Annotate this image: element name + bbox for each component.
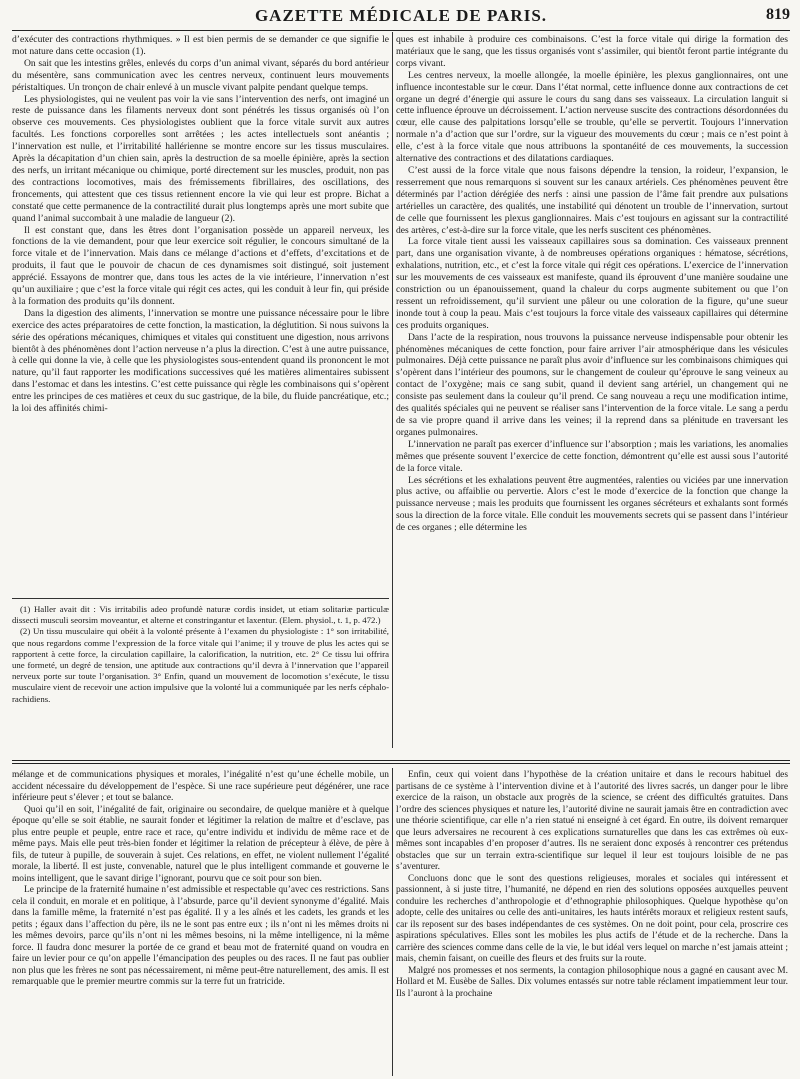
paragraph: d’exécuter des contractions rhythmiques. » Il est bien permis de se demander ce que signifie le mot nature dans cette occasion (1). bbox=[12, 34, 389, 57]
section-rule bbox=[12, 763, 790, 764]
paragraph: C’est aussi de la force vitale que nous faisons dépendre la tension, la roideur, l’expansion, le resserrement que nous remarquons si souvent sur les canaux artériels. Ces phénomènes peuvent être déterminés par l’action dérégiée des nerfs : ainsi une passion de l’âme fait prendre aux pulsations artérielles un caractère, des qualités, une instabilité qui dénotent un trouble de l’innervation, surtout de celle que fournissent les plexus ganglionnaires. Mais c’est toujours en agissant sur la contractilité des artères, c’est-à-dire sur la force vitale, que les nerfs suscitent ces phénomènes. bbox=[396, 164, 788, 236]
column-divider bbox=[392, 768, 393, 1076]
paragraph: Il est constant que, dans les êtres dont l’organisation possède un appareil nerveux, les fonctions de la vie demandent, pour que leur exercice soit régulier, le concours simultané de la force vitale et de l’innervation. Mais dans ce mélange d’actions et d’effets, d’excitations et de produits, il faut que le pouvoir de chacun de ces dynamismes soit distingué, soit justement apprécié. Essayons de montrer que, dans tous les actes de la vie intérieure, l’innervation n’est qu’un auxiliaire ; que c’est la force vitale qui régit ces actes, qui les conduit à leur fin, qui préside à la formation des produits qu’ils donnent. bbox=[12, 224, 389, 307]
header-rule bbox=[12, 30, 790, 31]
footnotes bbox=[12, 604, 389, 750]
paragraph: On sait que les intestins grêles, enlevés du corps d’un animal vivant, séparés du bord antérieur du mésentère, sans communication avec les centres nerveux, continuent leurs mouvements péristaltiques. Un tronçon de chair enlevé à un muscle vivant palpite pendant quelque temps. bbox=[12, 57, 389, 93]
lower-right-column bbox=[396, 770, 788, 1076]
paragraph: Les physiologistes, qui ne veulent pas voir la vie sans l’intervention des nerfs, ont imaginé un reste de puissance dans les filaments nerveux dont sont pénétrés les tissus organisés où l’on observe ces mouvements. Ces physiologistes oublient que la force vitale survit aux autres facultés. Les fonctions corporelles sont arrêtées ; les actes intellectuels sont anéantis ; l’innervation est nulle, et l’irritabilité hallérienne se montre encore sur les tissus musculaires. Après la décapitation d’un chien sain, après la destruction de sa moelle épinière, après la section des nerfs, un irritant mécanique ou chimique, porté directement sur les muscles, produit, non pas des contractions locomotives, mais des frémissements fibrillaires, des oscillations, des froncements, qui attestent que ces tissus retiennent encore la vie qui leur est propre. Bichat a constaté que cette permanence de la contractilité durait plus longtemps après une mort subite que quand l’animal succombait à une maladie de langueur (2). bbox=[12, 93, 389, 224]
footnote: (2) Un tissu musculaire qui obéit à la volonté présente à l’examen du physiologiste : 1° son irritabilité, que nous regardons comme l’expression de la force vitale qui l’anime; il y trouve de plus les actes qui se rapportent à cette force, la circulation capillaire, la calorification, la nutrition, etc. 2° Ce tissu lui offrira une formeté, un degré de tension, une aptitude aux contractions qu’il devra à l’innervation que l’appareil nerveux porte sur toute l’organisation. 3° Enfin, quand un mouvement de locomotion s’exécute, le tissu musculaire vient de recevoir une action impulsive que la volonté lui a communiquée par les nerfs céphalo-rachidiens. bbox=[12, 626, 389, 704]
journal-title: GAZETTE MÉDICALE DE PARIS. bbox=[254, 6, 548, 25]
lower-left-column bbox=[12, 770, 389, 1076]
paragraph: Concluons donc que le sont des questions religieuses, morales et sociales qui intéressent et passionnent, à si juste titre, l’humanité, ne dépend en rien des solutions opposées auxquelles peuvent conduire les recherches d’anthropologie et d’ethnographie philosophiques. Quelque hypothèse qu’on adopte, celle des unitaires ou celle des anti-unitaires, les hauts intérêts moraux et religieux restent saufs, car ils reposent sur des bases indépendantes de ces systèmes. On ne doit point, pour cela, proscrire ces aspirations spéculatives. Elles sont les mobiles les plus actifs de l’étude et de la recherche. Dans la carrière des sciences comme dans celle de la vie, le but idéal vers lequel on marche n’est jamais atteint ; mais, chemin faisant, on cueille des fleurs et des fruits sur la route. bbox=[396, 873, 788, 964]
column-divider bbox=[392, 32, 393, 748]
footnote: (1) Haller avait dit : Vis irritabilis adeo profundè naturæ cordis insidet, ut etiam solitariæ particulæ dissecti musculi seorsim moveantur, et alterne et constringantur et laxentur. (Elem. physiol., t. 1, p. 472.) bbox=[12, 604, 389, 626]
paragraph: Les sécrétions et les exhalations peuvent être augmentées, ralenties ou viciées par une innervation plus active, ou affaiblie ou pervertie. Alors c’est le mode d’exercice de la fonction que change la puissance nerveuse ; mais les produits que fournissent les organes sécréteurs et exhalants sont formés sous la direction de la force vitale. Elle conduit les mouvements secrets qui se passent dans l’intérieur de ces organes ; elle détermine les bbox=[396, 474, 788, 534]
paragraph: Enfin, ceux qui voient dans l’hypothèse de la création unitaire et dans le recours habituel des partisans de ce système à l’intervention divine et à l’autorité des livres sacrés, un danger pour le libre exercice de la raison, un obstacle aux progrès de la science, se créent des difficultés gratuites. Dans l’ordre des sciences physiques et nature les, l’autorité divine ne saurait jamais être en contradiction avec une théorie scientifique, car elle n’a rien statué ni enseigné à cet égard. En outre, ils doivent remarquer que leurs adversaires ne recourent à ces explications surnaturelles que dans les cas extrêmes où eux-mêmes sont incapables d’en proposer d’autres. Ils ne seraient donc exposés à rencontrer ces prétendus obstacles que sur un terrain extra-scientifique sur lequel il leur est toujours loisible de ne pas s’aventurer. bbox=[396, 770, 788, 872]
section-rule bbox=[12, 760, 790, 761]
paragraph: Le principe de la fraternité humaine n’est admissible et respectable qu’avec ces restrictions. Sans cela il conduit, en morale et en politique, à l’absurde, parce qu’il devient synonyme d’égalité. Mais dans la famille même, la fraternité n’est pas égalité. Il y a les aînés et les cadets, les grands et les petits ; égaux dans l’affection du père, ils ne le sont pas entre eux ; ils n’ont ni les mêmes droits ni les mêmes devoirs, parce qu’ils n’ont ni les mêmes besoins, ni la même intelligence, ni la même force. Il faudra donc mesurer la portée de ce grand et beau mot de fraternité quand on voudra en faire un levier pour ce qu’on appelle l’émancipation des peuples ou des races. Il ne faut pas oublier non plus que les frères ne sont pas nécessairement, ni même peut-être naturellement, des amis. Il est remarquable que le premier meurtre commis sur la terre fut un fratricide. bbox=[12, 885, 389, 987]
paragraph: Quoi qu’il en soit, l’inégalité de fait, originaire ou secondaire, de quelque manière et à quelque époque qu’elle se soit établie, ne saurait fonder et légitimer la relation de maître et d’esclave, pas plus entre peuple et peuple, entre race et race, qu’entre individu et individu de même race et de même pays. Mais elle peut très-bien fonder et légitimer la relation de précepteur à élève, de père à fils, de tuteur à pupille, de souverain à sujet. Ces relations, en effet, ne violent nullement l’égalité morale, la liberté. Il est juste, convenable, naturel que le plus intelligent commande et gouverne le moins intelligent, que le savant dirige l’ignorant, pourvu que ce soit pour son bien. bbox=[12, 804, 389, 884]
paragraph: mélange et de communications physiques et morales, l’inégalité n’est qu’une échelle mobile, un accident nécessaire du développement de l’espèce. Si une race supérieure peut dégénérer, une race inférieure peut s’élever ; et tout se balance. bbox=[12, 770, 389, 803]
page-header bbox=[12, 6, 790, 30]
paragraph: Dans l’acte de la respiration, nous trouvons la puissance nerveuse indispensable pour obtenir les phénomènes mécaniques de cette fonction, pour faire arriver l’air atmosphérique dans les vésicules pulmonaires. Déjà cette puissance ne paraît plus avoir d’influence sur les combinaisons chimiques qui s’opèrent dans l’intérieur des poumons, sur le changement de couleur qu’éprouve le sang veineux au contact de l’oxygène; mais ce sang subit, quand il devient sang artériel, un changement qui ne consiste pas seulement dans la couleur qu’il prend. Ce sang nouveau a reçu une modification intime, des qualités spéciales qui ne peuvent se réaliser sans l’intervention de la force vitale. Le sang a perdu de sa vie propre quand il arrive dans les veines; il la reprend dans sa plénitude en traversant les organes pulmonaires. bbox=[396, 331, 788, 438]
paragraph: L’innervation ne paraît pas exercer d’influence sur l’absorption ; mais les variations, les anomalies mêmes que présente souvent l’exercice de cette fonction, démontrent qu’elle est aussi sous l’autorité de la force vitale. bbox=[396, 438, 788, 474]
page-number: 819 bbox=[766, 6, 790, 23]
paragraph: Dans la digestion des aliments, l’innervation se montre une puissance nécessaire pour le libre exercice des actes préparatoires de cette fonction, la mastication, la déglutition. Si nous suivons la série des opérations mécaniques, chimiques et vitales qui constituent une digestion, nous arrivons bientôt à des phénomènes dont l’action nerveuse n’a plus la direction. C’est à une autre puissance, à celle qui donne la vie, à celle que les physiologistes sous-entendent quand ils prononcent le mot nature, qu’il faut rapporter les modifications successives qué les matières alimentaires subissent dans l’estomac et dans les intestins. C’est cette puissance qui règle les combinaisons qui s’opèrent entre les principes de ces matières et ceux du suc gastrique, de la bile, du fluide pancréatique, etc.; la loi des affinités chimi- bbox=[12, 307, 389, 415]
paragraph: Malgré nos promesses et nos serments, la contagion philosophique nous a gagné en causant avec M. Hollard et M. Eusèbe de Salles. Dix volumes entassés sur notre table réclament impatiemment leur tour. Ils l’auront à la prochaine bbox=[396, 965, 788, 999]
upper-left-column bbox=[12, 34, 389, 588]
paragraph: Les centres nerveux, la moelle allongée, la moelle épinière, les plexus ganglionnaires, ont une influence incontestable sur le cœur. Dans l’état normal, cette influence donne aux contractions de cet organe un degré d’énergie qui assure le cours du sang dans ses vaisseaux. La circulation languit si cette influence éprouve un décroissement. L’action nerveuse suscite des contractions désordonnées du cœur, elle cause des palpitations lorsqu’elle se trouble, qu’elle se pervertit. Toujours l’innervation normale n’a d’action que sur l’ordre, sur la vigueur des mouvements du cœur ; mais ce n’est point à elle, c’est à la force vitale que nous attribuons la spontanéité de ces mouvements, la succession alternative des contractions et des dilatations cardiaques. bbox=[396, 69, 788, 165]
paragraph: ques est inhabile à produire ces combinaisons. C’est la force vitale qui dirige la formation des matériaux que le sang, que les tissus organisés vont s’assimiler, qui bientôt feront partie intégrante du corps vivant. bbox=[396, 34, 788, 69]
paragraph: La force vitale tient aussi les vaisseaux capillaires sous sa domination. Ces vaisseaux prennent part, dans une organisation vivante, à de nombreuses opérations organiques : hématose, sécrétions, exhalations, nutrition, etc., et c’est la force vitale qui régit ces opérations. L’exercice de l’innervation sur les mouvements de ces vaisseaux est manifeste, quand ils éprouvent d’une manière soudaine une constriction ou un épanouissement, quand la chaleur du corps augmente subitement ou que l’on ressent un refroidissement, qu’il survient une pâleur ou une coloration de la figure, qu’une sueur inonde tout à coup la peau. Mais c’est toujours la force vitale des vaisseaux capillaires qui détermine ces produits organiques. bbox=[396, 236, 788, 331]
upper-right-column bbox=[396, 34, 788, 748]
footnote-rule bbox=[12, 598, 389, 599]
newspaper-page bbox=[12, 0, 790, 1079]
